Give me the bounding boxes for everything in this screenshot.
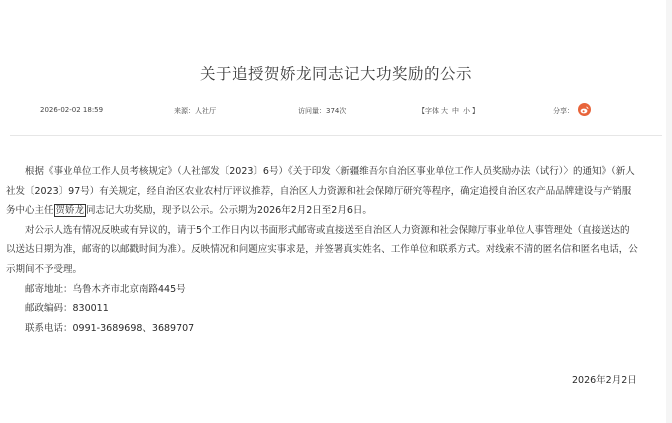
views-label: 访问量： — [298, 107, 326, 115]
source-label: 来源： — [174, 107, 195, 115]
font-medium-button[interactable]: 中 — [452, 107, 459, 115]
share-label: 分享： — [553, 107, 574, 115]
contact-phone: 联系电话：0991-3689698、3689707 — [25, 322, 195, 334]
publish-date: 2026-02-02 18:59 — [40, 106, 104, 114]
mailing-address: 邮寄地址：乌鲁木齐市北京南路445号 — [25, 283, 186, 295]
views-value: 374次 — [326, 107, 347, 115]
view-count — [298, 106, 346, 116]
paragraph-1 — [6, 162, 638, 221]
font-label: 【字体 — [418, 107, 439, 115]
paragraph-1-text-end: 同志记大功奖励，现予以公示。公示期为2026年2月2日至2月6日。 — [86, 205, 372, 217]
font-size-control — [418, 106, 479, 116]
scrollbar[interactable] — [666, 0, 672, 423]
paragraph-2: 对公示人选有情况反映或有异议的，请于5个工作日内以书面形式邮寄或直接送至自治区人力资源和社会保障厅事业单位人事管理处（直接送达的以送达日期为准，邮寄的以邮戳时间为准）。反映情况和问题应实事求是，并签署真实姓名、工作单位和联系方式。对线索不清的匿名信和匿名电话，公示期间不予受理。 — [6, 224, 638, 275]
font-close-bracket: 】 — [472, 107, 479, 115]
weibo-icon[interactable] — [578, 103, 591, 116]
font-small-button[interactable]: 小 — [463, 107, 470, 115]
paragraph-1-text: 根据《事业单位工作人员考核规定》（人社部发〔2023〕6号）《关于印发〈新疆维吾尔自治区事业单位工作人员奖励办法（试行）〉的通知》（新人社发〔2023〕97号）有关规定，经自治区农业农村厅评议推荐，自治区人力资源和社会保障厅研究等程序，确定追授自治区农产品品牌建设与产销服务中心主任 — [6, 166, 635, 217]
article-body — [6, 162, 638, 338]
source-value: 人社厅 — [195, 107, 216, 115]
header-divider — [10, 135, 662, 136]
font-large-button[interactable]: 大 — [441, 107, 448, 115]
postal-code: 邮政编码：830011 — [25, 303, 109, 315]
weibo-glyph — [580, 106, 589, 114]
signature-date: 2026年2月2日 — [572, 375, 637, 386]
source-info — [174, 106, 216, 116]
highlighted-name: 贺娇龙 — [55, 205, 85, 217]
page-title: 关于追授贺娇龙同志记大功奖励的公示 — [199, 65, 472, 83]
